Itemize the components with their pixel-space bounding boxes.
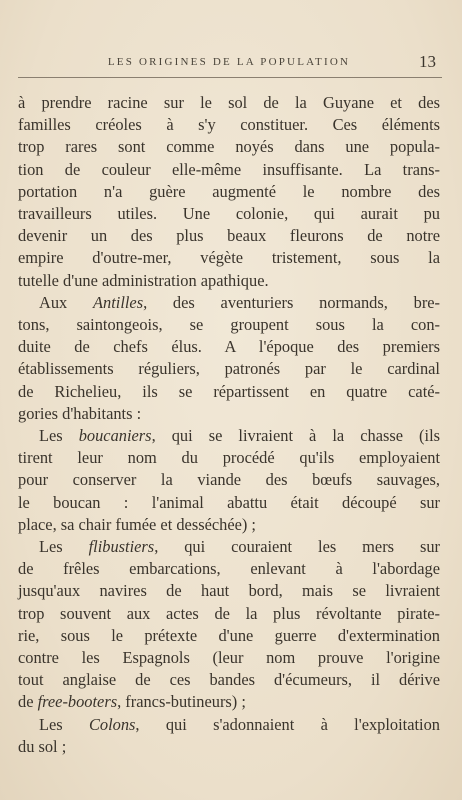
text-line (18, 514, 440, 536)
italic-term: free-booters (37, 692, 118, 712)
text-line (18, 625, 440, 647)
text-run: Aux (39, 292, 93, 312)
text-line (18, 536, 440, 558)
text-line (18, 136, 440, 158)
text-run: pour conserver la viande des bœufs sauvages, (18, 470, 440, 490)
text-line (18, 425, 440, 447)
text-run: de Richelieu, ils se répartissent en quatre caté- (18, 381, 440, 401)
italic-term: Antilles (93, 292, 144, 312)
text-run: gories d'habitants : (18, 403, 142, 423)
text-run: , qui couraient les mers sur (154, 537, 441, 557)
text-run: Les (39, 537, 89, 557)
text-line (18, 225, 440, 247)
text-run: établissements réguliers, patronés par le cardinal (18, 359, 440, 379)
page-number: 13 (419, 52, 436, 71)
text-line (18, 669, 440, 691)
text-run: tout anglaise de ces bandes d'écumeurs, il dérive (18, 670, 440, 690)
running-head: LES ORIGINES DE LA POPULATION (107, 56, 351, 68)
text-run: jusqu'aux navires de haut bord, mais se livraient (18, 581, 440, 601)
text-line (18, 736, 440, 758)
text-run: duite de chefs élus. A l'époque des premiers (18, 337, 440, 357)
text-line (18, 691, 440, 713)
text-run: place, sa chair fumée et desséchée) ; (18, 514, 256, 534)
text-run: tons, saintongeois, se groupent sous la con- (18, 315, 440, 335)
text-run: devenir un des plus beaux fleurons de notre (18, 226, 440, 246)
text-run: de frêles embarcations, enlevant à l'abordage (18, 559, 440, 579)
text-line (18, 558, 440, 580)
text-line (18, 92, 440, 114)
text-line (18, 580, 440, 602)
text-run: Les (39, 714, 89, 734)
italic-term: boucaniers (78, 426, 152, 446)
text-line (18, 381, 440, 403)
text-run: familles créoles à s'y constituer. Ces éléments (18, 115, 440, 135)
text-line (18, 247, 440, 269)
text-run: Les (39, 426, 79, 446)
text-run: , qui s'adonnaient à l'exploitation (135, 714, 440, 734)
text-run: , des aventuriers normands, bre- (143, 292, 441, 312)
text-run: du sol ; (18, 736, 67, 756)
text-run: , qui se livraient à la chasse (ils (151, 426, 440, 446)
text-line (18, 469, 440, 491)
text-run: tion de couleur elle-même insuffisante. La trans- (18, 159, 440, 179)
body-text (18, 92, 440, 758)
text-line (18, 492, 440, 514)
text-run: le boucan : l'animal abattu était découpé sur (18, 492, 440, 512)
italic-term: Colons (88, 714, 136, 734)
text-line (18, 292, 440, 314)
text-run: trop souvent aux actes de la plus révoltante pirate- (18, 603, 440, 623)
text-line (18, 314, 440, 336)
text-line (18, 447, 440, 469)
text-line (18, 203, 440, 225)
text-run: travailleurs utiles. Une colonie, qui aurait pu (18, 204, 440, 224)
text-line (18, 603, 440, 625)
text-line (18, 336, 440, 358)
text-run: trop rares sont comme noyés dans une popula- (18, 137, 440, 157)
text-line (18, 181, 440, 203)
text-run: à prendre racine sur le sol de la Guyane et des (18, 93, 440, 112)
text-run: , francs-butineurs) ; (117, 692, 246, 712)
text-line (18, 159, 440, 181)
text-line (18, 647, 440, 669)
text-line (18, 358, 440, 380)
text-run: empire d'outre-mer, végète tristement, sous la (18, 248, 440, 268)
text-run: rie, sous le prétexte d'une guerre d'extermination (18, 625, 440, 645)
text-run: portation n'a guère augmenté le nombre des (18, 181, 440, 201)
text-run: tirent leur nom du procédé qu'ils employaient (18, 448, 440, 468)
page-header (18, 52, 440, 72)
text-run: de (18, 692, 38, 712)
text-line (18, 270, 440, 292)
text-line (18, 714, 440, 736)
italic-term: flibustiers (88, 537, 155, 557)
header-rule (18, 77, 442, 78)
text-line (18, 114, 440, 136)
text-run: contre les Espagnols (leur nom prouve l'origine (18, 648, 440, 668)
text-run: tutelle d'une administration apathique. (18, 270, 269, 290)
text-line (18, 403, 440, 425)
